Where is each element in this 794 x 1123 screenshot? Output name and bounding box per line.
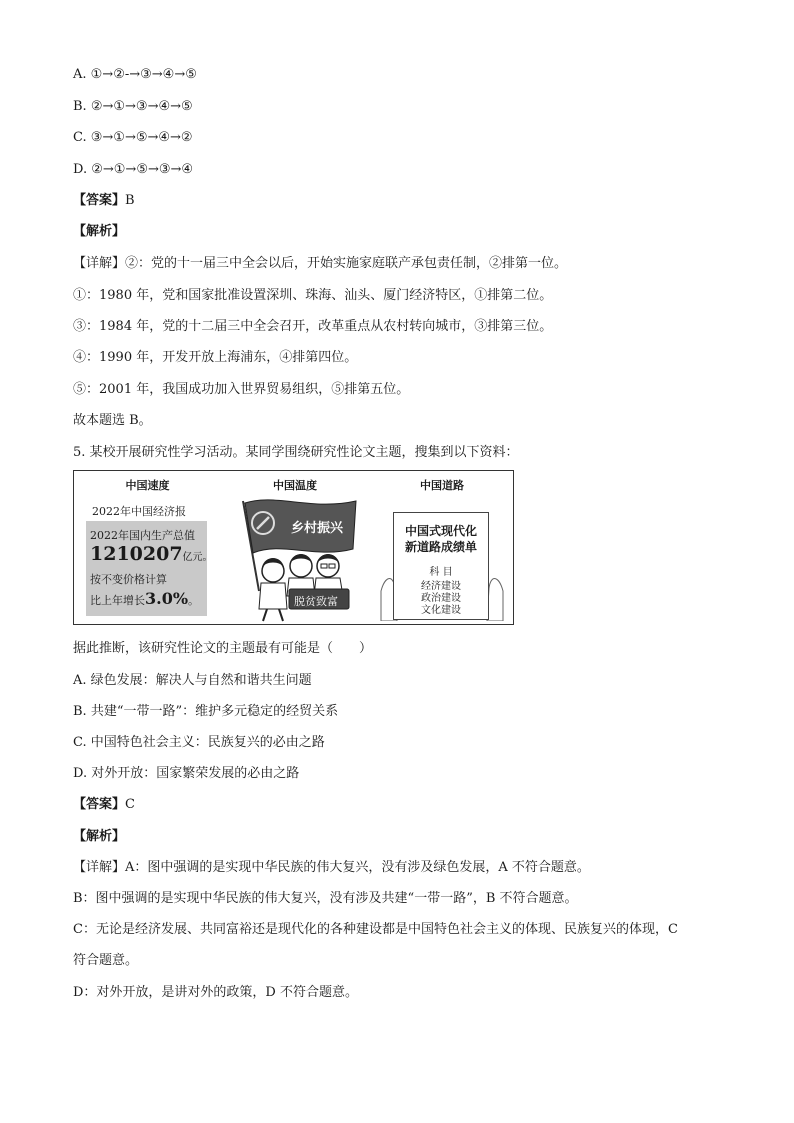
q5-detail-line: B：图中强调的是实现中华民族的伟大复兴，没有涉及共建“一带一路”，B 不符合题意。 [73,891,578,906]
growth-line [90,589,199,608]
panel-china-speed [74,471,221,624]
q5-question: 据此推断，该研究性论文的主题最有可能是（ ） [73,641,373,656]
panel-title: 中国速度 [125,479,170,492]
q4-option-d: D. ②→①→⑤→③→④ [73,162,194,177]
report-title: 2022年中国经济报 [92,505,186,518]
growth-label: 比上年增长 [90,594,145,607]
q5-figure [73,470,514,625]
scorecard-title: 中国式现代化 [404,524,477,538]
q5-detail-line: 【详解】A：图中强调的是实现中华民族的伟大复兴，没有涉及绿色发展，A 不符合题意。 [73,860,590,875]
subject-header: 科 目 [429,567,453,578]
q4-option-a: A. ①→②-→③→④→⑤ [73,67,197,82]
q5-answer [73,797,135,813]
q4-option-c: C. ③→①→⑤→④→② [73,130,193,145]
q5-option-d: D. 对外开放：国家繁荣发展的必由之路 [73,766,300,781]
price-note: 按不变价格计算 [90,573,167,586]
scorecard [379,496,505,621]
q5-option-b: B. 共建“一带一路”：维护多元稳定的经贸关系 [73,704,339,719]
q5-analysis-label: 【解析】 [73,829,126,844]
q4-detail-line: ⑤：2001 年，我国成功加入世界贸易组织，⑤排第五位。 [73,382,410,397]
panel-china-warmth [221,471,369,624]
q4-detail-line: ①：1980 年，党和国家批准设置深圳、珠海、汕头、厦门经济特区，①排第二位。 [73,288,553,303]
q5-option-c: C. 中国特色社会主义：民族复兴的必由之路 [73,735,325,750]
banner-text: 脱贫致富 [294,595,338,608]
panel-china-road [369,471,515,624]
q5-detail-line: C：无论是经济发展、共同富裕还是现代化的各种建设都是中国特色社会主义的体现、民族复兴的体现，C [73,922,678,937]
q5-detail-line: D：对外开放，是讲对外的政策，D 不符合题意。 [73,985,358,1000]
answer-label: 【答案】 [73,193,126,208]
subject-item: 文化建设 [421,605,461,616]
growth-period: 。 [188,594,200,607]
q4-detail-line: ③：1984 年，党的十二届三中全会召开，改革重点从农村转向城市，③排第三位。 [73,319,553,334]
scorecard-paper [393,512,489,620]
subject-item: 政治建设 [421,593,461,604]
q4-option-b: B. ②→①→③→④→⑤ [73,99,193,114]
subject-item: 经济建设 [421,581,461,592]
scorecard-subtitle: 新道路成绩单 [404,540,477,554]
q4-detail-line: 【详解】②：党的十一届三中全会以后，开始实施家庭联产承包责任制，②排第一位。 [73,256,568,271]
q5-stem: 5. 某校开展研究性学习活动。某同学围绕研究性论文主题，搜集到以下资料： [73,445,519,460]
panel-title: 中国温度 [273,479,317,492]
answer-label: 【答案】 [73,797,126,812]
gdp-unit: 亿元。 [182,552,213,563]
flag-text: 乡村振兴 [291,521,344,536]
gdp-number: 1210207 [90,543,183,565]
q4-conclusion: 故本题选 B。 [73,413,152,428]
q4-detail-line: ④：1990 年，开发开放上海浦东，④排第四位。 [73,350,358,365]
panel-title: 中国道路 [420,479,464,492]
q5-detail-line: 符合题意。 [73,953,139,968]
gdp-label: 2022年国内生产总值 [90,529,195,542]
q5-option-a: A. 绿色发展：解决人与自然和谐共生问题 [73,673,312,688]
q4-analysis-label: 【解析】 [73,224,126,239]
q4-answer [73,193,135,209]
answer-value: B [125,193,135,208]
answer-value: C [125,797,135,812]
growth-value: 3.0% [145,589,189,608]
gdp-value [90,543,213,565]
